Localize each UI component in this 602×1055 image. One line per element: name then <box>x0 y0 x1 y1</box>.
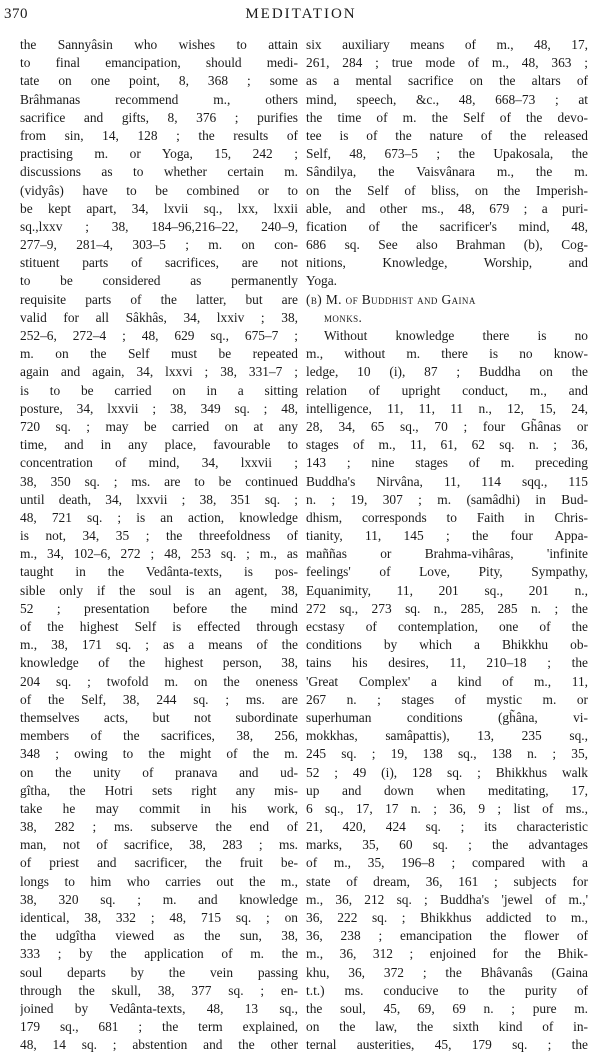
text-line: joined by Vedânta-texts, 48, 13 sq., <box>20 1000 298 1016</box>
text-line: khu, 36, 372 ; the Bhâvanâs (Gaina <box>306 964 588 980</box>
text-line: 38, 282 ; ms. subserve the end of <box>20 819 298 835</box>
text-line: taught in the Vedânta-texts, is pos- <box>20 564 298 580</box>
text-line: the soul, 45, 69, 69 n. ; pure m. <box>306 1000 588 1016</box>
text-line: Buddha's Nirvâna, 11, 114 sqq., 115 <box>306 473 588 489</box>
text-line: able, and other ms., 48, 679 ; a puri- <box>306 200 588 216</box>
text-line: maññas or Brahma-vihâras, 'infinite <box>306 546 588 562</box>
text-line: tate on one point, 8, 368 ; some <box>20 73 298 89</box>
text-line: m., 38, 171 sq. ; as a means of the <box>20 637 298 653</box>
text-line: intelligence, 11, 11, 11 n., 12, 15, 24, <box>306 400 588 416</box>
text-line: gîtha, the Hotri sets right any mis- <box>20 782 298 798</box>
text-line: as a mental sacrifice on the altars of <box>306 73 588 89</box>
text-line: on the unity of pranava and ud- <box>20 764 298 780</box>
right-column <box>306 36 588 1055</box>
text-line: Equanimity, 11, 201 sq., 201 n., <box>306 582 588 598</box>
text-line: stages of m., 11, 61, 62 sq. n. ; 36, <box>306 437 588 453</box>
text-line: fication of the sacrificer's mind, 48, <box>306 218 588 234</box>
text-line: be kept apart, 34, lxvii sq., lxx, lxxii <box>20 200 298 216</box>
text-line: 21, 420, 424 sq. ; its characteristic <box>306 819 588 835</box>
text-line: marks, 35, 60 sq. ; the advantages <box>306 837 588 853</box>
text-line: soul departs by the vein passing <box>20 964 298 980</box>
text-line: 252–6, 272–4 ; 48, 629 sq., 675–7 ; <box>20 328 298 343</box>
text-line: m., without m. there is no know- <box>306 346 588 362</box>
text-line: Yoga. <box>306 273 338 289</box>
text-line: of m., 35, 196–8 ; compared with a <box>306 855 588 871</box>
text-line: until death, 34, lxxvii ; 38, 351 sq. ; <box>20 491 298 507</box>
text-line: m., 36, 212 sq. ; Buddha's 'jewel of m.,' <box>306 891 588 907</box>
text-line: mokkhas, samâpattis), 13, 235 sq., <box>306 728 588 744</box>
text-line: tains his desires, 11, 210–18 ; the <box>306 655 588 671</box>
text-line: to be considered as permanently <box>20 273 298 289</box>
text-line: 52 ; presentation before the mind <box>20 600 298 616</box>
text-line: requisite parts of the latter, but are <box>20 291 298 307</box>
text-line: man, not of sacrifice, 38, 283 ; ms. <box>20 837 298 853</box>
text-line: Brâhmanas recommend m., others <box>20 91 298 107</box>
text-line: Self, 48, 673–5 ; the Upakosala, the <box>306 146 588 162</box>
text-line: is to be carried on in a sitting <box>20 382 298 398</box>
text-line: of the Self, 38, 244 sq. ; ms. are <box>20 691 298 707</box>
text-line: stituent parts of sacrifices, are not <box>20 255 298 271</box>
text-line: 179 sq., 681 ; the term explained, <box>20 1019 298 1035</box>
text-line: sq.,lxxv ; 38, 184–96,216–22, 240–9, <box>20 218 298 234</box>
text-line: 720 sq. ; may be carried on at any <box>20 418 298 434</box>
text-line: ecstasy of contemplation, one of the <box>306 619 588 634</box>
text-line: relation of upright conduct, m., and <box>306 382 588 398</box>
text-line: 36, 238 ; emancipation the flower of <box>306 928 588 944</box>
text-line: from sin, 14, 128 ; the results of <box>20 127 298 143</box>
text-line: practising m. or Yoga, 15, 242 ; <box>20 146 298 162</box>
text-line: 204 sq. ; twofold m. on the oneness <box>20 673 298 689</box>
text-line: 267 n. ; stages of mystic m. or <box>306 691 588 707</box>
text-line: discussions as to whether certain m. <box>20 164 298 180</box>
text-line: themselves acts, but not subordinate <box>20 709 298 725</box>
subheading-line-2 <box>306 309 588 327</box>
subheading-continuation: monks. <box>324 309 363 325</box>
text-line: 36, 222 sq. ; Bhikkhus addicted to m., <box>306 910 588 925</box>
text-line: 686 sq. See also Brahman (b), Cog- <box>306 237 588 253</box>
text-line: time, and in any place, favourable to <box>20 437 298 453</box>
text-line: ledge, 10 (i), 87 ; Buddha on the <box>306 364 588 380</box>
text-line: 38, 320 sq. ; m. and knowledge <box>20 891 298 907</box>
text-line: 277–9, 281–4, 303–5 ; m. on con- <box>20 237 298 253</box>
subheading-line-1 <box>306 291 588 309</box>
left-column <box>20 36 298 1055</box>
text-line: superhuman conditions (gh̃âna, vi- <box>306 709 588 725</box>
text-line: 48, 14 sq. ; abstention and the other <box>20 1037 298 1053</box>
right-column-part-b <box>306 327 588 1055</box>
text-line: 28, 34, 65 sq., 70 ; four Gh̃ânas or <box>306 418 588 434</box>
text-line: (vidyâs) have to be combined or to <box>20 182 298 198</box>
page-number: 370 <box>4 6 28 22</box>
text-line: 348 ; owing to the might of the m. <box>20 746 298 762</box>
text-line: t.t.) ms. conducive to the purity of <box>306 982 588 998</box>
subheading-text: (b) M. of Buddhist and Gaina <box>306 291 476 307</box>
text-line: dhism, corresponds to Faith in Chris- <box>306 509 588 525</box>
text-line: 'Great Complex' a kind of m., 11, <box>306 673 588 689</box>
text-line: 245 sq. ; 19, 138 sq., 138 n. ; 35, <box>306 746 588 762</box>
text-line: 38, 350 sq. ; ms. are to be continued <box>20 473 298 489</box>
text-line: mind, speech, &c., 48, 668–73 ; at <box>306 91 588 107</box>
text-line: ternal austerities, 45, 179 sq. ; the <box>306 1037 588 1053</box>
text-line: on the law, the sixth kind of in- <box>306 1019 588 1035</box>
text-line: state of dream, 36, 161 ; subjects for <box>306 873 588 889</box>
text-line: through the skull, 38, 377 sq. ; en- <box>20 982 298 998</box>
right-column-part-a <box>306 36 588 291</box>
text-line: knowledge of the highest person, 38, <box>20 655 298 671</box>
text-line: identical, 38, 332 ; 48, 715 sq. ; on <box>20 910 298 925</box>
text-line: members of the sacrifices, 38, 256, <box>20 728 298 744</box>
text-line: to final emancipation, should medi- <box>20 55 298 71</box>
text-line: sible only if the soul is an agent, 38, <box>20 582 298 598</box>
text-line: 6 sq., 17, 17 n. ; 36, 9 ; list of ms., <box>306 800 588 816</box>
text-line: nitions, Knowledge, Worship, and <box>306 255 588 271</box>
text-line: 272 sq., 273 sq. n., 285, 285 n. ; the <box>306 600 588 616</box>
text-line: of the highest Self is effected through <box>20 619 298 634</box>
text-line: up and down when meditating, 17, <box>306 782 588 798</box>
text-line: of priest and sacrificer, the fruit be- <box>20 855 298 871</box>
text-line: tianity, 11, 145 ; the four Appa- <box>306 528 588 544</box>
text-line: the time of m. the Self of the devo- <box>306 109 588 125</box>
text-line: on the Self of bliss, on the Imperish- <box>306 182 588 198</box>
text-line: m., 36, 312 ; enjoined for the Bhik- <box>306 946 588 962</box>
text-line: longs to him who carries out the m., <box>20 873 298 889</box>
text-line: n. ; 19, 307 ; m. (samâdhi) in Bud- <box>306 491 588 507</box>
text-line: valid for all Sâkhâs, 34, lxxiv ; 38, <box>20 309 298 325</box>
running-title: MEDITATION <box>245 6 357 22</box>
text-line: feelings' of Love, Pity, Sympathy, <box>306 564 588 580</box>
text-line: take he may commit in his work, <box>20 800 298 816</box>
text-line: posture, 34, lxxvii ; 38, 349 sq. ; 48, <box>20 400 298 416</box>
text-line: sacrifice and gifts, 8, 376 ; purifies <box>20 109 298 125</box>
text-line: m., 34, 102–6, 272 ; 48, 253 sq. ; m., as <box>20 546 298 562</box>
text-line: is not, 34, 35 ; the threefoldness of <box>20 528 298 544</box>
text-line: m. on the Self must be repeated <box>20 346 298 362</box>
text-line: 333 ; by the application of m. the <box>20 946 298 962</box>
text-line: 48, 721 sq. ; is an action, knowledge <box>20 509 298 525</box>
text-line: the udgîtha viewed as the sun, 38, <box>20 928 298 944</box>
text-line: 52 ; 49 (i), 128 sq. ; Bhikkhus walk <box>306 764 588 780</box>
text-line: concentration of mind, 34, lxxvii ; <box>20 455 298 471</box>
text-line: six auxiliary means of m., 48, 17, <box>306 37 588 52</box>
text-line: conditions by which a Bhikkhu ob- <box>306 637 588 653</box>
text-line: tee is of the nature of the released <box>306 127 588 143</box>
text-line: again and again, 34, lxxvi ; 38, 331–7 ; <box>20 364 298 380</box>
page-header <box>0 6 602 28</box>
text-line: Without knowledge there is no <box>324 328 588 343</box>
text-line: the Sannyâsin who wishes to attain <box>20 37 298 52</box>
text-line: Sândilya, the Vaisvânara m., the m. <box>306 164 588 180</box>
text-line: 261, 284 ; true mode of m., 48, 363 ; <box>306 55 588 71</box>
text-line: 143 ; nine stages of m. preceding <box>306 455 588 471</box>
